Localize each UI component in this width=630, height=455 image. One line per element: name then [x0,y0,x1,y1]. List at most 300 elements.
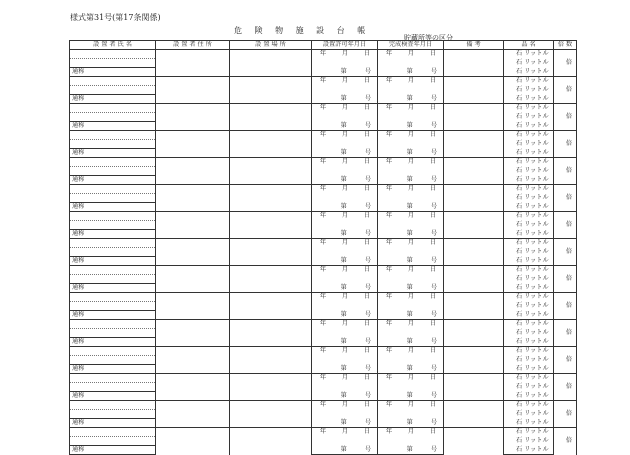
alias-field[interactable] [70,95,156,104]
inspection-date-field[interactable] [378,50,444,59]
month-label: 月 [407,401,415,409]
location-field[interactable] [230,374,312,401]
remarks-field[interactable] [444,347,504,374]
permit-date-field[interactable] [312,428,378,437]
liter-unit: リットル [524,391,549,399]
owner-name-field-line2[interactable] [70,383,156,392]
product-quantity-line[interactable] [504,194,554,203]
ratio-field[interactable] [554,104,577,131]
permit-date-field[interactable] [312,131,378,140]
product-quantity-line[interactable] [504,356,554,365]
remarks-field[interactable] [444,374,504,401]
owner-address-field[interactable] [156,212,230,239]
liter-unit: リットル [524,185,549,193]
alias-field[interactable] [70,203,156,212]
inspection-date-field[interactable] [378,428,444,437]
inspection-date-field[interactable] [378,185,444,194]
owner-name-field-line2[interactable] [70,437,156,446]
year-label: 年 [385,374,393,382]
number-prefix: 第 [406,202,413,210]
product-quantity-line[interactable] [504,239,554,248]
permit-date-spacer [312,59,378,68]
remarks-field[interactable] [444,428,504,455]
stone-unit: 石 [516,104,523,112]
ratio-unit: 倍 [565,355,572,363]
permit-number-field[interactable] [312,68,378,77]
alias-field[interactable] [70,257,156,266]
number-prefix: 第 [406,445,413,453]
product-quantity-line[interactable] [504,59,554,68]
inspection-date-field[interactable] [378,374,444,383]
permit-date-field[interactable] [312,401,378,410]
owner-name-field-line2[interactable] [70,410,156,419]
owner-name-field[interactable] [70,50,156,59]
ratio-field[interactable] [554,131,577,158]
inspection-number-field[interactable] [378,176,444,185]
permit-date-spacer [312,302,378,311]
remarks-field[interactable] [444,320,504,347]
product-quantity-line[interactable] [504,311,554,320]
product-quantity-line[interactable] [504,113,554,122]
month-label: 月 [341,401,349,409]
stone-unit: 石 [516,428,523,436]
alias-label: 通称 [72,148,85,156]
permit-number-field[interactable] [312,392,378,401]
permit-date-field[interactable] [312,266,378,275]
inspection-number-field[interactable] [378,203,444,212]
inspection-date-field[interactable] [378,77,444,86]
owner-name-field[interactable] [70,77,156,86]
number-suffix: 号 [364,283,371,291]
permit-number-field[interactable] [312,122,378,131]
owner-name-field[interactable] [70,266,156,275]
inspection-date-field[interactable] [378,212,444,221]
ratio-field[interactable] [554,374,577,401]
owner-address-field[interactable] [156,401,230,428]
alias-field[interactable] [70,338,156,347]
product-quantity-line[interactable] [504,446,554,455]
product-quantity-line[interactable] [504,419,554,428]
owner-name-field[interactable] [70,401,156,410]
product-quantity-line[interactable] [504,140,554,149]
permit-date-field[interactable] [312,347,378,356]
owner-address-field[interactable] [156,293,230,320]
owner-name-field-line2[interactable] [70,59,156,68]
owner-name-field[interactable] [70,212,156,221]
remarks-field[interactable] [444,77,504,104]
ratio-unit: 倍 [565,301,572,309]
permit-number-field[interactable] [312,446,378,455]
liter-unit: リットル [524,148,549,156]
number-prefix: 第 [406,283,413,291]
number-suffix: 号 [430,418,437,426]
permit-date-spacer [312,329,378,338]
owner-name-field[interactable] [70,293,156,302]
year-label: 年 [385,239,393,247]
number-prefix: 第 [340,310,347,318]
alias-field[interactable] [70,68,156,77]
inspection-date-field[interactable] [378,266,444,275]
stone-unit: 石 [516,139,523,147]
number-prefix: 第 [340,229,347,237]
alias-field[interactable] [70,311,156,320]
liter-unit: リットル [524,212,549,220]
permit-date-field[interactable] [312,50,378,59]
stone-unit: 石 [516,148,523,156]
ratio-field[interactable] [554,185,577,212]
location-field[interactable] [230,320,312,347]
day-label: 日 [429,50,437,58]
owner-name-field-line2[interactable] [70,167,156,176]
product-quantity-line[interactable] [504,347,554,356]
product-quantity-line[interactable] [504,212,554,221]
inspection-number-field[interactable] [378,392,444,401]
owner-name-field[interactable] [70,131,156,140]
location-field[interactable] [230,428,312,455]
permit-date-field[interactable] [312,212,378,221]
location-field[interactable] [230,185,312,212]
year-label: 年 [319,50,327,58]
product-quantity-line[interactable] [504,221,554,230]
alias-label: 通称 [72,445,85,453]
product-quantity-line[interactable] [504,104,554,113]
product-quantity-line[interactable] [504,203,554,212]
number-suffix: 号 [364,175,371,183]
product-quantity-line[interactable] [504,257,554,266]
liter-unit: リットル [524,220,549,228]
permit-date-field[interactable] [312,185,378,194]
product-quantity-line[interactable] [504,248,554,257]
location-field[interactable] [230,266,312,293]
permit-number-field[interactable] [312,149,378,158]
product-quantity-line[interactable] [504,329,554,338]
product-quantity-line[interactable] [504,410,554,419]
remarks-field[interactable] [444,401,504,428]
stone-unit: 石 [516,202,523,210]
month-label: 月 [341,320,349,328]
product-quantity-line[interactable] [504,86,554,95]
alias-field[interactable] [70,419,156,428]
alias-label: 通称 [72,229,85,237]
product-quantity-line[interactable] [504,383,554,392]
product-quantity-line[interactable] [504,266,554,275]
liter-unit: リットル [524,67,549,75]
owner-address-field[interactable] [156,131,230,158]
owner-name-field-line2[interactable] [70,221,156,230]
alias-label: 通称 [72,364,85,372]
month-label: 月 [341,428,349,436]
ratio-field[interactable] [554,50,577,77]
inspection-date-field[interactable] [378,347,444,356]
ratio-field[interactable] [554,266,577,293]
remarks-field[interactable] [444,131,504,158]
location-field[interactable] [230,293,312,320]
product-quantity-line[interactable] [504,275,554,284]
liter-unit: リットル [524,301,549,309]
inspection-number-field[interactable] [378,446,444,455]
owner-address-field[interactable] [156,347,230,374]
inspection-number-field[interactable] [378,122,444,131]
inspection-number-field[interactable] [378,365,444,374]
owner-name-field[interactable] [70,185,156,194]
number-suffix: 号 [430,364,437,372]
owner-name-field[interactable] [70,320,156,329]
location-field[interactable] [230,158,312,185]
alias-field[interactable] [70,230,156,239]
alias-label: 通称 [72,310,85,318]
product-quantity-line[interactable] [504,122,554,131]
year-label: 年 [319,374,327,382]
inspection-number-field[interactable] [378,338,444,347]
ratio-field[interactable] [554,428,577,455]
inspection-date-field[interactable] [378,320,444,329]
product-quantity-line[interactable] [504,185,554,194]
product-quantity-line[interactable] [504,167,554,176]
number-suffix: 号 [430,391,437,399]
inspection-number-field[interactable] [378,95,444,104]
owner-name-field-line2[interactable] [70,302,156,311]
product-quantity-line[interactable] [504,149,554,158]
ratio-field[interactable] [554,293,577,320]
year-label: 年 [385,185,393,193]
owner-name-field-line2[interactable] [70,248,156,257]
ratio-field[interactable] [554,320,577,347]
inspection-date-field[interactable] [378,104,444,113]
remarks-field[interactable] [444,158,504,185]
stone-unit: 石 [516,374,523,382]
inspection-number-field[interactable] [378,257,444,266]
owner-name-field-line2[interactable] [70,140,156,149]
owner-address-field[interactable] [156,266,230,293]
stone-unit: 石 [516,58,523,66]
month-label: 月 [341,50,349,58]
number-prefix: 第 [406,229,413,237]
owner-address-field[interactable] [156,50,230,77]
permit-number-field[interactable] [312,365,378,374]
product-quantity-line[interactable] [504,428,554,437]
inspection-date-field[interactable] [378,401,444,410]
product-quantity-line[interactable] [504,437,554,446]
permit-number-field[interactable] [312,311,378,320]
owner-address-field[interactable] [156,104,230,131]
year-label: 年 [385,104,393,112]
permit-number-field[interactable] [312,257,378,266]
permit-date-spacer [312,356,378,365]
month-label: 月 [341,131,349,139]
inspection-date-field[interactable] [378,239,444,248]
inspection-number-field[interactable] [378,68,444,77]
remarks-field[interactable] [444,239,504,266]
permit-number-field[interactable] [312,203,378,212]
owner-address-field[interactable] [156,320,230,347]
product-quantity-line[interactable] [504,50,554,59]
permit-date-spacer [312,437,378,446]
product-quantity-line[interactable] [504,176,554,185]
location-field[interactable] [230,347,312,374]
ledger-entry-row [70,104,577,113]
day-label: 日 [429,293,437,301]
ratio-field[interactable] [554,347,577,374]
product-quantity-line[interactable] [504,338,554,347]
inspection-number-field[interactable] [378,284,444,293]
alias-field[interactable] [70,122,156,131]
alias-field[interactable] [70,392,156,401]
remarks-field[interactable] [444,293,504,320]
number-suffix: 号 [364,94,371,102]
owner-address-field[interactable] [156,185,230,212]
owner-address-field[interactable] [156,239,230,266]
remarks-field[interactable] [444,50,504,77]
liter-unit: リットル [524,382,549,390]
owner-name-field[interactable] [70,428,156,437]
alias-field[interactable] [70,176,156,185]
alias-field[interactable] [70,365,156,374]
location-field[interactable] [230,50,312,77]
inspection-date-field[interactable] [378,293,444,302]
location-field[interactable] [230,239,312,266]
inspection-date-spacer [378,167,444,176]
owner-name-field-line2[interactable] [70,194,156,203]
remarks-field[interactable] [444,104,504,131]
product-quantity-line[interactable] [504,284,554,293]
owner-name-field[interactable] [70,104,156,113]
owner-address-field[interactable] [156,428,230,455]
liter-unit: リットル [524,347,549,355]
stone-unit: 石 [516,328,523,336]
inspection-date-field[interactable] [378,131,444,140]
owner-name-field-line2[interactable] [70,329,156,338]
permit-date-field[interactable] [312,104,378,113]
product-quantity-line[interactable] [504,77,554,86]
owner-address-field[interactable] [156,77,230,104]
owner-name-field[interactable] [70,374,156,383]
remarks-field[interactable] [444,266,504,293]
remarks-field[interactable] [444,212,504,239]
liter-unit: リットル [524,256,549,264]
ledger-entry-row [70,266,577,275]
ratio-field[interactable] [554,401,577,428]
owner-name-field[interactable] [70,158,156,167]
product-quantity-line[interactable] [504,365,554,374]
permit-number-field[interactable] [312,95,378,104]
stone-unit: 石 [516,293,523,301]
product-quantity-line[interactable] [504,95,554,104]
product-quantity-line[interactable] [504,293,554,302]
ledger-entry-row [70,185,577,194]
product-quantity-line[interactable] [504,401,554,410]
product-quantity-line[interactable] [504,158,554,167]
product-quantity-line[interactable] [504,131,554,140]
product-quantity-line[interactable] [504,302,554,311]
ratio-field[interactable] [554,158,577,185]
number-prefix: 第 [406,175,413,183]
product-quantity-line[interactable] [504,392,554,401]
permit-date-spacer [312,140,378,149]
liter-unit: リットル [524,409,549,417]
product-quantity-line[interactable] [504,68,554,77]
day-label: 日 [363,266,371,274]
alias-field[interactable] [70,149,156,158]
stone-unit: 石 [516,121,523,129]
location-field[interactable] [230,401,312,428]
permit-number-field[interactable] [312,176,378,185]
owner-name-field-line2[interactable] [70,113,156,122]
permit-date-field[interactable] [312,158,378,167]
location-field[interactable] [230,131,312,158]
remarks-field[interactable] [444,185,504,212]
number-prefix: 第 [406,364,413,372]
permit-date-field[interactable] [312,239,378,248]
permit-date-field[interactable] [312,293,378,302]
ratio-unit: 倍 [565,274,572,282]
liter-unit: リットル [524,166,549,174]
inspection-date-field[interactable] [378,158,444,167]
day-label: 日 [429,347,437,355]
inspection-date-spacer [378,302,444,311]
location-field[interactable] [230,104,312,131]
liter-unit: リットル [524,131,549,139]
owner-name-field-line2[interactable] [70,275,156,284]
alias-field[interactable] [70,284,156,293]
inspection-number-field[interactable] [378,230,444,239]
product-quantity-line[interactable] [504,230,554,239]
permit-number-field[interactable] [312,284,378,293]
year-label: 年 [319,320,327,328]
permit-number-field[interactable] [312,338,378,347]
year-label: 年 [319,428,327,436]
permit-date-field[interactable] [312,374,378,383]
ratio-field[interactable] [554,239,577,266]
stone-unit: 石 [516,50,523,58]
permit-number-field[interactable] [312,419,378,428]
stone-unit: 石 [516,193,523,201]
alias-field[interactable] [70,446,156,455]
ledger-entry-row [70,239,577,248]
inspection-number-field[interactable] [378,419,444,428]
owner-name-field[interactable] [70,239,156,248]
liter-unit: リットル [524,202,549,210]
location-field[interactable] [230,212,312,239]
permit-date-field[interactable] [312,77,378,86]
owner-address-field[interactable] [156,374,230,401]
liter-unit: リットル [524,266,549,274]
stone-unit: 石 [516,391,523,399]
inspection-number-field[interactable] [378,149,444,158]
product-quantity-line[interactable] [504,320,554,329]
owner-name-field-line2[interactable] [70,356,156,365]
ratio-field[interactable] [554,77,577,104]
alias-label: 通称 [72,256,85,264]
header-row [70,41,577,50]
owner-name-field[interactable] [70,347,156,356]
ratio-unit: 倍 [565,409,572,417]
owner-name-field-line2[interactable] [70,86,156,95]
inspection-number-field[interactable] [378,311,444,320]
ratio-unit: 倍 [565,220,572,228]
stone-unit: 石 [516,94,523,102]
month-label: 月 [341,266,349,274]
product-quantity-line[interactable] [504,374,554,383]
permit-number-field[interactable] [312,230,378,239]
location-field[interactable] [230,77,312,104]
ratio-field[interactable] [554,212,577,239]
stone-unit: 石 [516,175,523,183]
ledger-body [70,50,577,455]
year-label: 年 [319,293,327,301]
permit-date-field[interactable] [312,320,378,329]
stone-unit: 石 [516,301,523,309]
owner-address-field[interactable] [156,158,230,185]
